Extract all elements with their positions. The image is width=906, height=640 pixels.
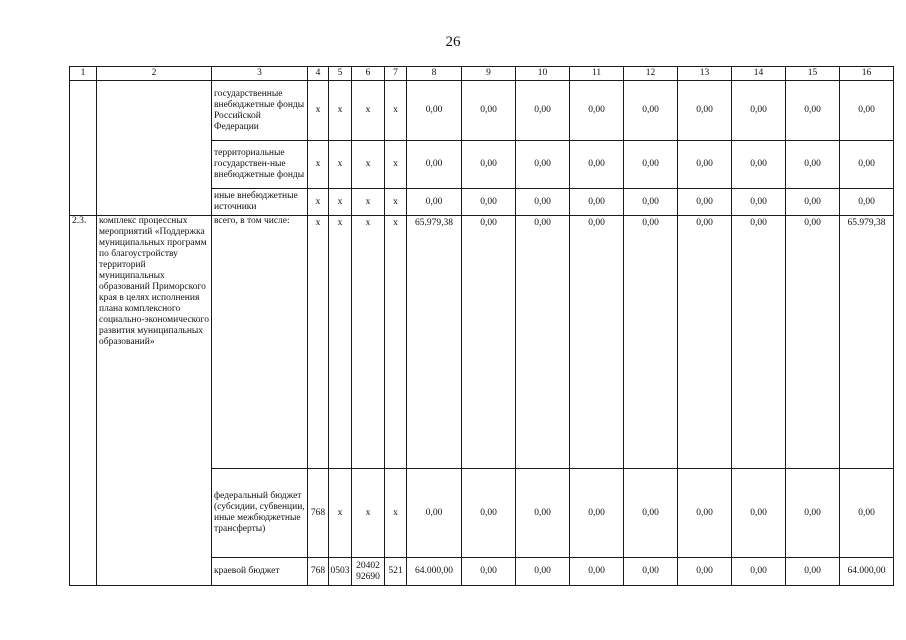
value-cell: 0,00 (462, 216, 516, 469)
value-cell: 64.000,00 (840, 558, 894, 586)
value-cell: 0,00 (732, 189, 786, 216)
value-cell: 0,00 (840, 189, 894, 216)
value-cell: 64.000,00 (407, 558, 462, 586)
code-cell: x (352, 469, 385, 558)
source-cell: иные внебюджетные источники (212, 189, 308, 216)
page-number: 26 (445, 34, 461, 50)
column-header: 11 (570, 67, 624, 81)
code-cell: 768 (308, 558, 329, 586)
column-header: 5 (329, 67, 352, 81)
value-cell: 0,00 (462, 469, 516, 558)
value-cell: 0,00 (407, 469, 462, 558)
value-cell: 0,00 (840, 469, 894, 558)
value-cell: 0,00 (407, 81, 462, 141)
column-header: 14 (732, 67, 786, 81)
value-cell: 0,00 (786, 469, 840, 558)
value-cell: 0,00 (678, 558, 732, 586)
value-cell: 0,00 (678, 216, 732, 469)
column-header: 9 (462, 67, 516, 81)
code-cell: x (385, 469, 407, 558)
value-cell: 0,00 (516, 558, 570, 586)
code-cell: x (352, 81, 385, 141)
value-cell: 0,00 (732, 81, 786, 141)
row-name-cell: комплекс процессных мероприятий «Поддержка муниципальных программ по благоустройству территорий муниципальных образований Приморского края в целях исполнения плана комплексного социально-экономического развития муниципальных образований» (97, 216, 212, 586)
value-cell: 0,00 (732, 216, 786, 469)
code-cell: x (308, 141, 329, 189)
value-cell: 0,00 (516, 469, 570, 558)
value-cell: 0,00 (786, 558, 840, 586)
value-cell: 0,00 (840, 141, 894, 189)
row-number-cell: 2.3. (70, 216, 97, 586)
code-cell: x (329, 216, 352, 469)
code-cell: x (329, 81, 352, 141)
value-cell: 0,00 (516, 141, 570, 189)
code-cell: x (308, 216, 329, 469)
value-cell: 0,00 (786, 141, 840, 189)
code-cell: 768 (308, 469, 329, 558)
column-header: 4 (308, 67, 329, 81)
column-header: 16 (840, 67, 894, 81)
value-cell: 0,00 (462, 81, 516, 141)
value-cell: 0,00 (840, 81, 894, 141)
source-cell: федеральный бюджет (субсидии, субвенции, иные межбюджетные трансферты) (212, 469, 308, 558)
column-header: 3 (212, 67, 308, 81)
column-header: 6 (352, 67, 385, 81)
value-cell: 0,00 (624, 141, 678, 189)
value-cell: 0,00 (678, 141, 732, 189)
source-cell: территориальные государствен-ные внебюджетные фонды (212, 141, 308, 189)
value-cell: 0,00 (462, 141, 516, 189)
code-cell: x (385, 141, 407, 189)
source-cell: государственные внебюджетные фонды Российской Федерации (212, 81, 308, 141)
column-header: 2 (97, 67, 212, 81)
source-cell: краевой бюджет (212, 558, 308, 586)
value-cell: 0,00 (624, 216, 678, 469)
source-cell: всего, в том числе: (212, 216, 308, 469)
code-cell: x (308, 81, 329, 141)
value-cell: 0,00 (570, 81, 624, 141)
value-cell: 0,00 (786, 81, 840, 141)
column-header: 12 (624, 67, 678, 81)
value-cell: 0,00 (516, 81, 570, 141)
column-header: 10 (516, 67, 570, 81)
code-cell: x (352, 189, 385, 216)
value-cell: 0,00 (407, 141, 462, 189)
column-header: 8 (407, 67, 462, 81)
value-cell: 0,00 (570, 469, 624, 558)
code-cell: x (329, 141, 352, 189)
value-cell: 0,00 (462, 189, 516, 216)
column-header: 13 (678, 67, 732, 81)
budget-table (69, 66, 894, 586)
column-header: 7 (385, 67, 407, 81)
value-cell: 0,00 (570, 216, 624, 469)
value-cell: 0,00 (678, 81, 732, 141)
code-cell: x (352, 216, 385, 469)
code-cell: x (385, 81, 407, 141)
value-cell: 0,00 (732, 141, 786, 189)
value-cell: 0,00 (786, 216, 840, 469)
value-cell: 0,00 (516, 189, 570, 216)
value-cell: 0,00 (570, 141, 624, 189)
row-number-cell (70, 81, 97, 216)
code-cell: 20402 92690 (352, 558, 385, 586)
code-cell: x (385, 216, 407, 469)
table-row (70, 81, 894, 141)
code-cell: x (385, 189, 407, 216)
value-cell: 0,00 (624, 189, 678, 216)
value-cell: 0,00 (678, 469, 732, 558)
value-cell: 65.979,38 (840, 216, 894, 469)
value-cell: 0,00 (786, 189, 840, 216)
value-cell: 0,00 (624, 81, 678, 141)
column-header: 1 (70, 67, 97, 81)
code-cell: x (329, 469, 352, 558)
value-cell: 0,00 (732, 469, 786, 558)
value-cell: 0,00 (624, 469, 678, 558)
value-cell: 0,00 (678, 189, 732, 216)
value-cell: 0,00 (570, 189, 624, 216)
table-row (70, 216, 894, 469)
code-cell: x (308, 189, 329, 216)
column-header: 15 (786, 67, 840, 81)
value-cell: 65.979,38 (407, 216, 462, 469)
row-name-cell (97, 81, 212, 216)
value-cell: 0,00 (624, 558, 678, 586)
code-cell: 521 (385, 558, 407, 586)
value-cell: 0,00 (407, 189, 462, 216)
value-cell: 0,00 (732, 558, 786, 586)
code-cell: 0503 (329, 558, 352, 586)
code-cell: x (329, 189, 352, 216)
value-cell: 0,00 (570, 558, 624, 586)
value-cell: 0,00 (516, 216, 570, 469)
value-cell: 0,00 (462, 558, 516, 586)
code-cell: x (352, 141, 385, 189)
header-row (70, 67, 894, 81)
